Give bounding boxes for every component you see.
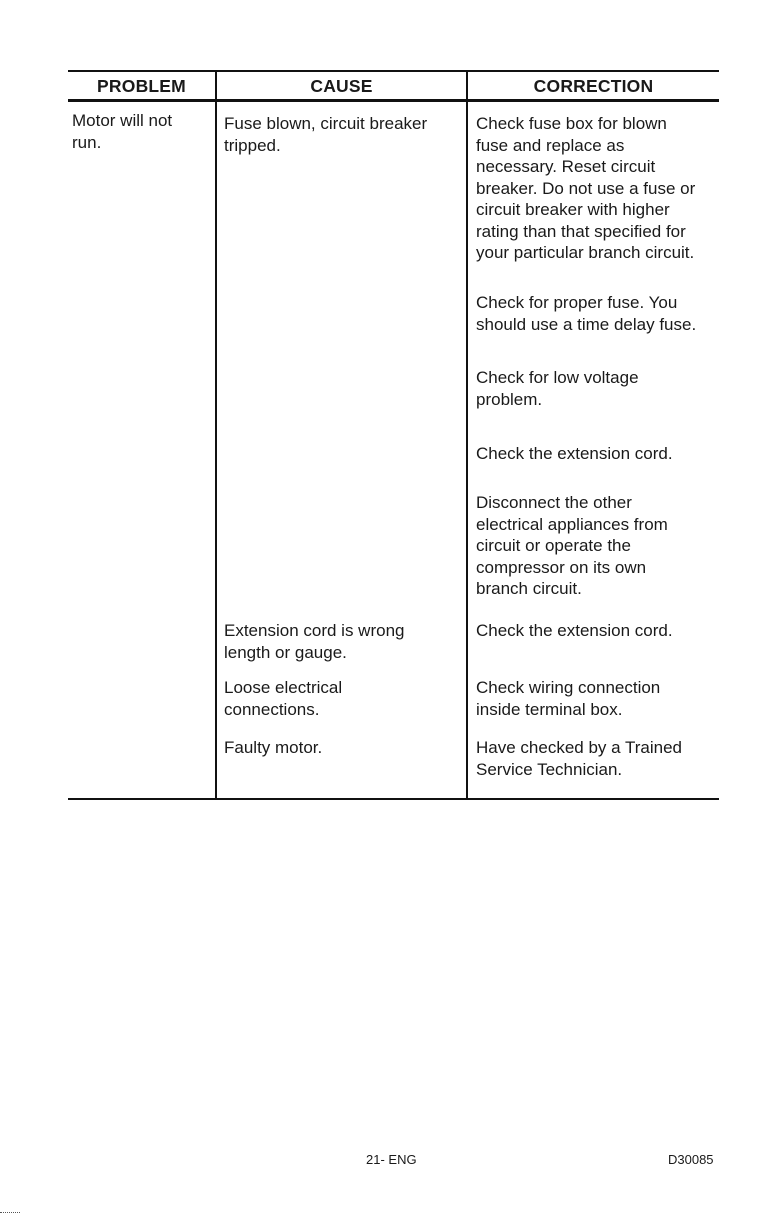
cause-cell: Loose electrical connections. bbox=[224, 678, 343, 719]
table-header-rule bbox=[68, 99, 719, 102]
correction-cell: Check for low voltage problem. bbox=[476, 368, 639, 409]
correction-cell: Check fuse box for blown fuse and replace as necessary. Reset circuit breaker. Do not use a fuse or circuit breaker with higher rating than that specified for your particular branch circuit. bbox=[476, 114, 696, 262]
column-divider-cause-correction bbox=[466, 70, 468, 800]
header-cause: CAUSE bbox=[310, 76, 373, 96]
cause-cell: Extension cord is wrong length or gauge. bbox=[224, 621, 405, 662]
cause-cell: Fuse blown, circuit breaker tripped. bbox=[224, 114, 428, 155]
correction-cell: Have checked by a Trained Service Technician. bbox=[476, 738, 683, 779]
correction-cell: Disconnect the other electrical appliances from circuit or operate the compressor on its own branch circuit. bbox=[476, 493, 668, 598]
correction-cell: Check wiring connection inside terminal box. bbox=[476, 678, 661, 719]
cause-cell: Faulty motor. bbox=[224, 738, 323, 757]
header-correction: CORRECTION bbox=[533, 76, 654, 96]
correction-cell: Check the extension cord. bbox=[476, 444, 673, 463]
document-code: D30085 bbox=[668, 1152, 714, 1167]
scan-edge-mark bbox=[0, 1212, 20, 1213]
header-problem: PROBLEM bbox=[97, 76, 186, 96]
table-top-rule bbox=[68, 70, 719, 72]
correction-cell: Check the extension cord. bbox=[476, 621, 673, 640]
problem-cell: Motor will not run. bbox=[72, 111, 173, 152]
page-number: 21- ENG bbox=[366, 1152, 417, 1167]
column-divider-problem-cause bbox=[215, 70, 217, 800]
correction-cell: Check for proper fuse. You should use a time delay fuse. bbox=[476, 293, 697, 334]
table-bottom-rule bbox=[68, 798, 719, 800]
